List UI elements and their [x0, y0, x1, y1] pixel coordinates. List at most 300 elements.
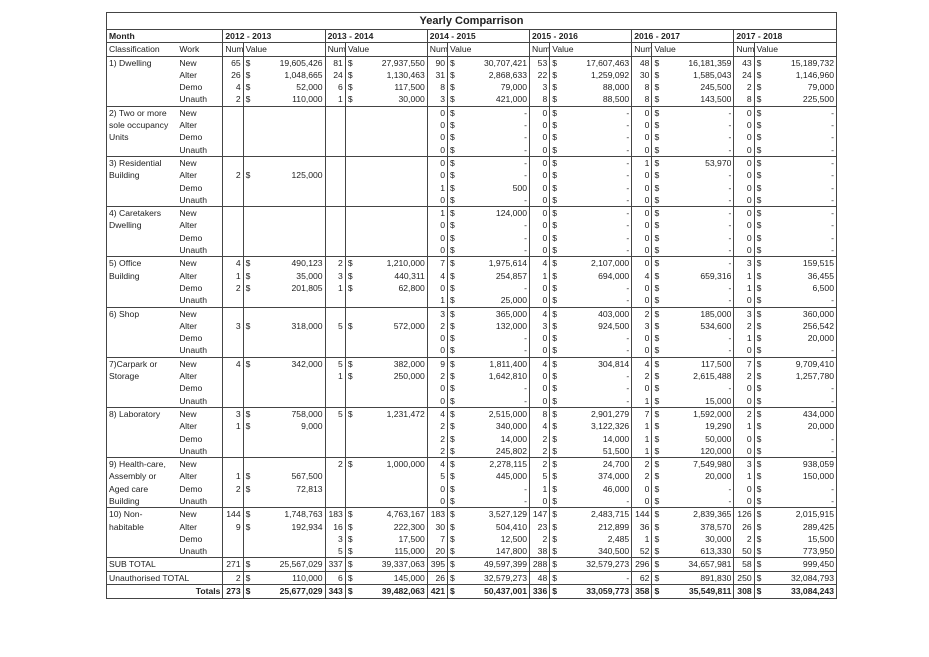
- value-cell: [255, 106, 325, 119]
- num-cell: 0: [632, 144, 652, 157]
- num-cell: 395: [427, 558, 447, 571]
- value-cell: -: [524, 245, 527, 256]
- currency-cell: $: [652, 270, 664, 282]
- value-cell: 110,000: [292, 94, 323, 105]
- currency-cell: $: [345, 585, 357, 599]
- value-cell: -: [524, 495, 527, 506]
- value-cell: 378,570: [700, 521, 732, 532]
- num-cell: 0: [632, 332, 652, 344]
- value-cell: 3,527,129: [460, 508, 530, 521]
- value-cell: -: [626, 383, 630, 394]
- table-row: [107, 433, 837, 445]
- num-cell: 3: [734, 257, 754, 270]
- currency-cell: $: [550, 495, 562, 508]
- value-cell: -: [626, 495, 630, 506]
- classification-cell: 9) Health-care,: [107, 458, 178, 471]
- currency-cell: $: [652, 106, 664, 119]
- num-cell: [223, 533, 243, 545]
- currency-cell: $: [652, 558, 664, 571]
- currency-cell: $: [243, 420, 255, 432]
- column-header-row: [107, 43, 837, 56]
- num-cell: [325, 169, 345, 181]
- num-cell: 144: [632, 508, 652, 521]
- num-cell: 183: [325, 508, 345, 521]
- num-cell: 1: [223, 420, 243, 432]
- work-cell: Unauth: [179, 395, 208, 406]
- work-cell: New: [177, 257, 223, 270]
- num-cell: 0: [530, 244, 550, 257]
- currency-cell: $: [550, 571, 562, 584]
- num-cell: [325, 232, 345, 244]
- table-row: [107, 470, 837, 482]
- currency-cell: $: [754, 219, 766, 231]
- value-cell: 222,300: [393, 521, 425, 532]
- num-cell: 52: [632, 545, 652, 558]
- currency-cell: $: [754, 194, 766, 207]
- num-cell: 2: [427, 370, 447, 382]
- currency-cell: $: [448, 571, 460, 584]
- currency-cell: [243, 332, 255, 344]
- currency-cell: $: [652, 207, 664, 220]
- num-cell: 0: [427, 282, 447, 294]
- currency-cell: [345, 420, 357, 432]
- num-cell: [223, 119, 243, 131]
- work-cell: New: [177, 307, 223, 320]
- num-cell: 3: [734, 458, 754, 471]
- table-row: [107, 458, 837, 471]
- num-cell: 0: [632, 219, 652, 231]
- currency-cell: $: [448, 169, 460, 181]
- num-cell: 48: [530, 571, 550, 584]
- num-cell: 0: [427, 219, 447, 231]
- value-cell: [255, 156, 325, 169]
- num-cell: [223, 131, 243, 143]
- table-row: [107, 370, 837, 382]
- num-cell: 3: [427, 93, 447, 106]
- num-cell: 0: [530, 156, 550, 169]
- value-cell: 1,259,092: [590, 69, 630, 80]
- num-cell: [223, 156, 243, 169]
- work-cell: Unauth: [179, 245, 208, 256]
- currency-cell: $: [550, 370, 562, 382]
- classification-cell: [107, 282, 178, 294]
- num-cell: 8: [734, 93, 754, 106]
- value-cell: 52,000: [296, 82, 323, 93]
- currency-cell: $: [652, 320, 664, 332]
- table-row: [107, 207, 837, 220]
- table-row: [107, 169, 837, 181]
- value-cell: 79,000: [766, 81, 836, 93]
- currency-cell: $: [345, 458, 357, 471]
- currency-cell: $: [754, 445, 766, 458]
- currency-cell: $: [754, 370, 766, 382]
- value-cell: 1,585,043: [693, 69, 732, 80]
- num-cell: 1: [734, 332, 754, 344]
- currency-cell: $: [754, 56, 766, 69]
- table-row: [107, 445, 837, 458]
- value-cell: 360,000: [766, 307, 836, 320]
- table-row: [107, 93, 837, 106]
- currency-cell: [345, 483, 357, 495]
- num-cell: 50: [734, 545, 754, 558]
- currency-cell: $: [754, 182, 766, 194]
- value-cell: 1,130,463: [386, 69, 425, 80]
- classification-cell: 10) Non-: [107, 508, 178, 521]
- num-cell: 2: [632, 370, 652, 382]
- currency-cell: $: [550, 382, 562, 394]
- value-cell: 117,500: [664, 357, 734, 370]
- table-row: [107, 69, 837, 81]
- value-cell: -: [626, 395, 630, 406]
- currency-cell: $: [652, 332, 664, 344]
- currency-cell: $: [448, 56, 460, 69]
- value-cell: [357, 144, 427, 157]
- value-cell: [357, 307, 427, 320]
- currency-cell: [243, 395, 255, 408]
- num-cell: 0: [427, 495, 447, 508]
- currency-cell: $: [550, 320, 562, 332]
- currency-cell: $: [550, 458, 562, 471]
- currency-cell: $: [448, 119, 460, 131]
- currency-cell: $: [448, 344, 460, 357]
- value-cell: 192,934: [291, 521, 323, 532]
- num-cell: 0: [427, 244, 447, 257]
- currency-cell: $: [448, 445, 460, 458]
- currency-cell: $: [754, 420, 766, 432]
- value-cell: 891,830: [664, 571, 734, 584]
- classification-cell: [107, 144, 178, 157]
- currency-cell: $: [754, 156, 766, 169]
- value-cell: 125,000: [291, 170, 323, 181]
- value-cell: 32,084,793: [766, 571, 836, 584]
- currency-cell: $: [652, 433, 664, 445]
- value-cell: 14,000: [602, 433, 630, 444]
- num-cell: [223, 194, 243, 207]
- value-header: Value: [754, 43, 836, 56]
- value-cell: 289,425: [766, 521, 836, 533]
- num-cell: 144: [223, 508, 243, 521]
- num-cell: 0: [427, 344, 447, 357]
- year-header: 2016 - 2017: [632, 30, 734, 43]
- value-cell: 567,500: [291, 471, 323, 482]
- currency-cell: $: [448, 470, 460, 482]
- currency-cell: $: [243, 320, 255, 332]
- value-cell: [357, 131, 427, 143]
- currency-cell: $: [754, 169, 766, 181]
- currency-cell: $: [550, 433, 562, 445]
- num-cell: 3: [530, 81, 550, 93]
- value-cell: 694,000: [598, 270, 630, 281]
- currency-cell: $: [652, 219, 664, 231]
- value-cell: [255, 495, 325, 508]
- classification-cell: 3) Residential: [107, 156, 178, 169]
- num-cell: 0: [632, 119, 652, 131]
- currency-cell: [243, 194, 255, 207]
- currency-cell: $: [448, 106, 460, 119]
- table-row: [107, 495, 837, 508]
- value-cell: -: [766, 106, 836, 119]
- num-cell: [325, 294, 345, 307]
- value-cell: 2,615,488: [693, 371, 732, 382]
- num-cell: 0: [734, 219, 754, 231]
- currency-cell: [243, 219, 255, 231]
- value-cell: 2,515,000: [460, 407, 530, 420]
- num-cell: 0: [427, 332, 447, 344]
- num-cell: 0: [632, 182, 652, 194]
- num-cell: 0: [427, 156, 447, 169]
- num-cell: [223, 382, 243, 394]
- value-cell: -: [524, 333, 527, 344]
- classification-cell: Building: [107, 169, 178, 181]
- classification-cell: Dwelling: [107, 219, 178, 231]
- value-cell: [255, 533, 325, 545]
- currency-cell: $: [448, 320, 460, 332]
- num-cell: 0: [530, 207, 550, 220]
- currency-cell: $: [448, 545, 460, 558]
- value-cell: -: [728, 295, 732, 306]
- num-cell: 0: [530, 282, 550, 294]
- work-cell: Demo: [179, 533, 203, 544]
- classification-cell: [107, 445, 178, 458]
- value-cell: 1,210,000: [357, 257, 427, 270]
- num-cell: 308: [734, 585, 754, 599]
- value-cell: [357, 445, 427, 458]
- num-cell: 0: [632, 232, 652, 244]
- classification-cell: [107, 395, 178, 408]
- classification-cell: [107, 69, 178, 81]
- num-cell: 22: [530, 69, 550, 81]
- num-cell: 1: [632, 420, 652, 432]
- num-cell: 4: [223, 81, 243, 93]
- value-cell: 35,000: [296, 270, 323, 281]
- value-cell: 88,500: [602, 94, 630, 105]
- num-cell: 0: [427, 106, 447, 119]
- currency-cell: $: [243, 571, 255, 584]
- work-cell: Demo: [179, 232, 203, 243]
- currency-cell: $: [652, 370, 664, 382]
- num-cell: 4: [530, 307, 550, 320]
- table-row: [107, 332, 837, 344]
- value-cell: -: [766, 131, 836, 143]
- value-cell: -: [766, 294, 836, 307]
- num-cell: 26: [223, 69, 243, 81]
- currency-cell: $: [652, 483, 664, 495]
- value-cell: -: [524, 395, 527, 406]
- currency-cell: $: [448, 232, 460, 244]
- num-cell: 0: [632, 495, 652, 508]
- table-row: [107, 533, 837, 545]
- currency-cell: [243, 294, 255, 307]
- currency-cell: [345, 307, 357, 320]
- work-cell: New: [177, 156, 223, 169]
- currency-cell: $: [652, 357, 664, 370]
- num-cell: 0: [734, 144, 754, 157]
- value-cell: 2,839,365: [664, 508, 734, 521]
- num-cell: 2: [427, 433, 447, 445]
- value-cell: -: [626, 345, 630, 356]
- value-cell: 9,000: [301, 421, 323, 432]
- value-cell: 150,000: [766, 470, 836, 482]
- currency-cell: $: [754, 232, 766, 244]
- currency-cell: $: [448, 182, 460, 194]
- value-cell: [357, 294, 427, 307]
- value-cell: [255, 382, 325, 394]
- num-cell: 58: [734, 558, 754, 571]
- num-cell: 30: [632, 69, 652, 81]
- value-cell: 17,607,463: [586, 57, 630, 68]
- num-cell: 0: [632, 244, 652, 257]
- value-cell: [255, 207, 325, 220]
- classification-cell: Storage: [107, 370, 178, 382]
- num-cell: 2: [223, 483, 243, 495]
- currency-cell: [345, 182, 357, 194]
- currency-cell: $: [550, 156, 562, 169]
- num-header: Num: [530, 43, 550, 56]
- classification-cell: [107, 433, 178, 445]
- num-cell: 0: [530, 370, 550, 382]
- value-cell: -: [728, 144, 732, 155]
- value-cell: 924,500: [598, 320, 630, 331]
- value-cell: 32,579,273: [562, 558, 632, 571]
- num-cell: [223, 395, 243, 408]
- currency-cell: $: [448, 521, 460, 533]
- unauthorised-row: [107, 571, 837, 584]
- currency-cell: $: [652, 81, 664, 93]
- num-cell: 2: [734, 320, 754, 332]
- currency-cell: $: [754, 81, 766, 93]
- num-cell: 271: [223, 558, 243, 571]
- num-cell: 62: [632, 571, 652, 584]
- num-cell: 1: [632, 156, 652, 169]
- num-cell: 4: [427, 458, 447, 471]
- work-cell: Demo: [179, 383, 203, 394]
- work-cell: New: [177, 407, 223, 420]
- num-cell: 0: [530, 106, 550, 119]
- year-header: 2013 - 2014: [325, 30, 427, 43]
- num-cell: 0: [734, 156, 754, 169]
- num-cell: 0: [734, 382, 754, 394]
- work-cell: Alter: [179, 270, 198, 281]
- value-cell: 2,278,115: [460, 458, 530, 471]
- table-row: [107, 56, 837, 69]
- currency-cell: [243, 182, 255, 194]
- currency-cell: $: [345, 407, 357, 420]
- table-row: [107, 483, 837, 495]
- num-header: Num: [325, 43, 345, 56]
- table-row: [107, 307, 837, 320]
- value-cell: 1,257,780: [766, 370, 836, 382]
- work-cell: Demo: [179, 132, 203, 143]
- work-cell: Unauth: [179, 445, 208, 456]
- currency-cell: $: [754, 585, 766, 599]
- value-cell: 534,600: [700, 320, 732, 331]
- value-cell: 440,311: [394, 270, 425, 281]
- num-cell: [325, 144, 345, 157]
- currency-cell: $: [243, 470, 255, 482]
- currency-cell: $: [754, 282, 766, 294]
- num-cell: [223, 207, 243, 220]
- value-cell: -: [664, 106, 734, 119]
- currency-cell: $: [550, 182, 562, 194]
- currency-cell: $: [754, 545, 766, 558]
- num-cell: 8: [427, 81, 447, 93]
- value-cell: 201,805: [291, 282, 323, 293]
- work-cell: New: [177, 106, 223, 119]
- value-cell: 16,181,359: [688, 57, 732, 68]
- currency-cell: [345, 395, 357, 408]
- currency-cell: $: [243, 407, 255, 420]
- num-header: Num: [734, 43, 754, 56]
- currency-cell: $: [550, 69, 562, 81]
- currency-cell: $: [243, 169, 255, 181]
- num-cell: 3: [223, 320, 243, 332]
- classification-header: Classification: [107, 43, 178, 56]
- num-cell: 3: [325, 533, 345, 545]
- currency-cell: $: [448, 207, 460, 220]
- value-cell: [357, 332, 427, 344]
- value-cell: 245,802: [495, 445, 527, 456]
- value-cell: -: [664, 207, 734, 220]
- num-cell: 0: [632, 169, 652, 181]
- value-cell: 318,000: [291, 320, 323, 331]
- num-cell: 4: [530, 420, 550, 432]
- value-cell: -: [664, 257, 734, 270]
- num-cell: [223, 332, 243, 344]
- currency-cell: $: [345, 370, 357, 382]
- num-cell: 23: [530, 521, 550, 533]
- currency-cell: $: [754, 508, 766, 521]
- num-cell: 0: [734, 182, 754, 194]
- value-cell: 20,000: [766, 332, 836, 344]
- value-cell: [255, 194, 325, 207]
- currency-cell: $: [243, 558, 255, 571]
- num-cell: [223, 244, 243, 257]
- value-cell: 14,000: [500, 433, 527, 444]
- table-row: [107, 232, 837, 244]
- work-cell: New: [177, 458, 223, 471]
- value-cell: -: [626, 371, 630, 382]
- num-cell: [223, 307, 243, 320]
- yearly-comparison-table: [106, 12, 837, 599]
- currency-cell: $: [550, 194, 562, 207]
- num-cell: [325, 495, 345, 508]
- value-header: Value: [243, 43, 325, 56]
- num-cell: 53: [530, 56, 550, 69]
- value-cell: [357, 182, 427, 194]
- currency-cell: $: [448, 270, 460, 282]
- value-cell: 36,455: [766, 270, 836, 282]
- value-cell: 115,000: [394, 546, 425, 557]
- num-cell: [223, 219, 243, 231]
- work-cell: Alter: [179, 120, 198, 131]
- currency-cell: $: [652, 131, 664, 143]
- currency-cell: $: [754, 382, 766, 394]
- currency-cell: [243, 144, 255, 157]
- currency-cell: [243, 131, 255, 143]
- currency-cell: $: [550, 357, 562, 370]
- value-cell: 88,000: [602, 82, 630, 93]
- value-cell: 19,605,426: [279, 57, 323, 68]
- currency-cell: $: [652, 458, 664, 471]
- currency-cell: $: [550, 219, 562, 231]
- num-cell: 6: [325, 571, 345, 584]
- num-cell: 2: [734, 370, 754, 382]
- table-row: [107, 282, 837, 294]
- classification-cell: [107, 533, 178, 545]
- currency-cell: $: [448, 357, 460, 370]
- value-cell: 342,000: [255, 357, 325, 370]
- currency-cell: [243, 445, 255, 458]
